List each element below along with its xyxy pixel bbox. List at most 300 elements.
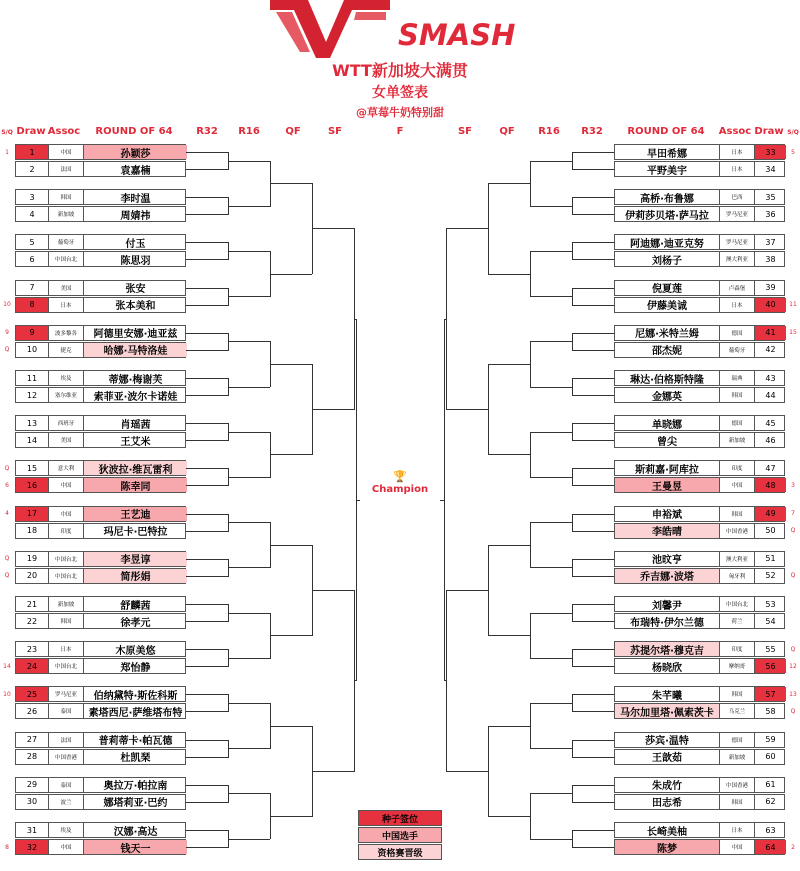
bracket-line <box>572 604 614 605</box>
sq-mark <box>0 822 14 838</box>
bracket-line <box>312 590 354 591</box>
header-sq-right: S/Q <box>787 129 799 136</box>
bracket-line <box>530 658 572 659</box>
player-row[interactable] <box>614 251 785 267</box>
sq-mark <box>0 613 14 629</box>
header-sq-left: S/Q <box>1 129 13 136</box>
bracket-line <box>228 161 270 162</box>
bracket-line <box>572 333 573 351</box>
bracket-line <box>572 395 614 396</box>
bracket-line <box>572 649 573 667</box>
bracket-line <box>572 694 614 695</box>
bracket-line <box>530 161 572 162</box>
player-row[interactable] <box>15 568 186 584</box>
legend-qualifier: 资格赛晋级 <box>358 844 442 860</box>
bracket-line <box>446 590 488 591</box>
player-row[interactable] <box>15 144 186 160</box>
player-row[interactable] <box>614 703 785 719</box>
player-row[interactable] <box>15 506 186 522</box>
bracket-line <box>572 440 614 441</box>
player-row[interactable] <box>15 686 186 702</box>
player-assoc: 美国 <box>48 281 83 295</box>
bracket-line <box>572 468 614 469</box>
bracket-line <box>530 703 572 704</box>
sq-mark: 11 <box>789 301 797 309</box>
header-sf-right: SF <box>457 126 473 137</box>
draw-number: 14 <box>26 435 38 445</box>
player-row[interactable] <box>614 506 785 522</box>
player-name: 曾尖 <box>657 436 677 448</box>
player-row[interactable] <box>614 477 785 493</box>
player-assoc: 瑞典 <box>719 371 754 385</box>
player-row[interactable] <box>15 477 186 493</box>
player-row[interactable] <box>614 280 785 296</box>
draw-number: 42 <box>754 343 786 357</box>
sq-mark <box>786 251 800 267</box>
bracket-line <box>186 197 228 198</box>
header-r32-left: R32 <box>196 126 218 137</box>
sq-mark: 6 <box>5 481 9 489</box>
bracket-line <box>572 694 573 712</box>
draw-number: 13 <box>26 418 38 428</box>
sq-mark <box>786 387 800 403</box>
bracket-line <box>572 514 573 532</box>
player-assoc: 匈牙利 <box>719 569 754 583</box>
bracket-line <box>186 514 228 515</box>
player-name: 李皓晴 <box>615 524 719 538</box>
player-row[interactable] <box>614 658 785 674</box>
sq-mark <box>0 777 14 793</box>
draw-number: 3 <box>29 192 35 202</box>
draw-number: 35 <box>754 190 786 204</box>
player-name: 平野美宇 <box>647 165 687 176</box>
player-name: 王艺迪 <box>83 507 187 521</box>
bracket-line <box>186 468 228 469</box>
draw-number: 55 <box>754 642 786 656</box>
player-row[interactable] <box>614 822 785 838</box>
player-name: 普莉蒂卡·帕瓦德 <box>83 733 187 747</box>
sq-mark: Q <box>4 346 10 354</box>
bracket-line <box>530 567 572 568</box>
bracket-line <box>186 259 228 260</box>
player-row[interactable] <box>15 641 186 657</box>
bracket-line <box>228 341 270 342</box>
player-row[interactable] <box>15 387 186 403</box>
player-row[interactable] <box>614 234 785 250</box>
player-assoc: 波兰 <box>48 795 83 809</box>
player-row[interactable] <box>15 822 186 838</box>
sq-mark: 3 <box>791 481 795 489</box>
player-row[interactable] <box>614 206 785 222</box>
bracket-line <box>228 613 270 614</box>
bracket-line <box>228 296 270 297</box>
player-assoc: 新加坡 <box>719 433 754 447</box>
player-row[interactable] <box>614 839 785 855</box>
header-r16-right: R16 <box>538 126 560 137</box>
draw-number: 58 <box>754 704 786 718</box>
bracket-line <box>186 350 228 351</box>
draw-number: 49 <box>754 507 786 521</box>
sq-mark: Q <box>4 464 10 472</box>
player-name: 徐孝元 <box>83 614 187 628</box>
player-assoc: 韩国 <box>48 614 83 628</box>
player-row[interactable] <box>614 749 785 765</box>
player-name: 池旼亨 <box>652 555 682 566</box>
sq-mark <box>786 234 800 250</box>
bracket-line <box>572 785 614 786</box>
bracket-line <box>530 251 572 252</box>
sq-mark: 15 <box>789 329 797 337</box>
bracket-line <box>572 197 573 215</box>
bracket-line <box>228 793 270 794</box>
header-final: F <box>396 126 404 137</box>
player-row[interactable] <box>614 415 785 431</box>
player-row[interactable] <box>614 551 785 567</box>
bracket-line <box>572 242 573 260</box>
bracket-line <box>530 341 572 342</box>
player-row[interactable] <box>614 387 785 403</box>
header-sf-left: SF <box>327 126 343 137</box>
draw-number: 60 <box>754 750 786 764</box>
player-row[interactable] <box>15 234 186 250</box>
player-assoc: 罗马尼亚 <box>719 207 754 221</box>
player-assoc: 中国 <box>719 840 754 854</box>
player-row[interactable] <box>614 641 785 657</box>
player-name: 布瑞特·伊尔兰德 <box>630 617 704 628</box>
player-name: 陈思羽 <box>83 252 187 266</box>
bracket-line <box>186 604 228 605</box>
sq-mark <box>0 370 14 386</box>
sq-mark <box>0 206 14 222</box>
player-row[interactable] <box>614 568 785 584</box>
player-assoc: 罗马尼亚 <box>48 687 83 701</box>
player-assoc: 中国 <box>48 478 83 492</box>
sq-mark: 1 <box>5 148 9 156</box>
player-row[interactable] <box>15 206 186 222</box>
player-name: 周婧祎 <box>83 207 187 221</box>
player-name: 素塔西尼·萨维塔布特 <box>83 704 187 718</box>
player-row[interactable] <box>15 189 186 205</box>
player-row[interactable] <box>614 794 785 810</box>
draw-number: 9 <box>16 326 48 340</box>
bracket-line <box>186 395 228 396</box>
player-row[interactable] <box>614 432 785 448</box>
player-name: 莎宾·温特 <box>645 736 689 747</box>
player-assoc: 日本 <box>48 642 83 656</box>
sq-mark: Q <box>790 645 796 653</box>
sq-mark: Q <box>4 572 10 580</box>
player-row[interactable] <box>15 658 186 674</box>
bracket-line <box>572 423 573 441</box>
player-assoc: 新加坡 <box>719 750 754 764</box>
sq-mark <box>0 280 14 296</box>
player-row[interactable] <box>15 297 186 313</box>
player-assoc: 美国 <box>48 433 83 447</box>
player-assoc: 新加坡 <box>48 207 83 221</box>
bracket-line <box>572 740 614 741</box>
bracket-line <box>270 726 312 727</box>
player-name: 娜塔莉亚·巴约 <box>83 795 187 809</box>
bracket-line <box>488 816 530 817</box>
sq-mark <box>786 206 800 222</box>
draw-number: 43 <box>754 371 786 385</box>
player-row[interactable] <box>614 370 785 386</box>
draw-number: 6 <box>29 254 35 264</box>
sq-mark: Q <box>790 707 796 715</box>
bracket-line <box>488 635 530 636</box>
bracket-line <box>186 288 228 289</box>
sq-mark: Q <box>790 527 796 535</box>
bracket-line <box>572 423 614 424</box>
sq-mark: 7 <box>791 510 795 518</box>
sq-mark <box>0 794 14 810</box>
player-name: 单晓娜 <box>652 419 682 431</box>
player-assoc: 新加坡 <box>48 597 83 611</box>
bracket-line <box>572 649 614 650</box>
player-assoc: 西班牙 <box>48 416 83 430</box>
bracket-line <box>530 432 572 433</box>
trophy-icon: 🏆 <box>393 470 407 483</box>
player-row[interactable] <box>614 161 785 177</box>
bracket-line <box>572 604 573 622</box>
credit-text: @草莓牛奶特别甜 <box>356 106 444 119</box>
player-row[interactable] <box>614 325 785 341</box>
bracket-line <box>186 802 228 803</box>
draw-number: 41 <box>754 326 786 340</box>
player-row[interactable] <box>614 686 785 702</box>
player-row[interactable] <box>614 777 785 793</box>
player-assoc: 印度 <box>719 642 754 656</box>
player-row[interactable] <box>614 144 785 160</box>
player-row[interactable] <box>15 777 186 793</box>
bracket-line <box>488 545 489 636</box>
sq-mark <box>0 234 14 250</box>
sq-mark: 5 <box>791 148 795 156</box>
bracket-line <box>530 613 572 614</box>
sq-mark <box>0 596 14 612</box>
player-row[interactable] <box>15 523 186 539</box>
bracket-line <box>186 576 228 577</box>
logo-wordmark: SMASH <box>398 18 516 52</box>
bracket-line <box>186 214 228 215</box>
player-name: 伯纳黛特·斯佐科斯 <box>83 687 187 701</box>
draw-number: 32 <box>16 840 48 854</box>
bracket-line <box>446 409 488 410</box>
player-row[interactable] <box>614 596 785 612</box>
player-row[interactable] <box>15 342 186 358</box>
bracket-line <box>228 206 270 207</box>
draw-number: 1 <box>16 145 48 159</box>
bracket-line <box>530 522 531 568</box>
bracket-line <box>572 152 573 170</box>
bracket-line <box>186 440 228 441</box>
bracket-line <box>530 432 531 478</box>
sq-mark <box>786 161 800 177</box>
player-row[interactable] <box>15 415 186 431</box>
sq-mark: 12 <box>789 662 797 670</box>
player-assoc: 乌克兰 <box>719 704 754 718</box>
page-title: WTT新加坡大满贯 <box>332 61 468 80</box>
draw-number: 38 <box>754 252 786 266</box>
player-name: 伊莉莎贝塔·萨马拉 <box>625 210 709 222</box>
player-row[interactable] <box>15 703 186 719</box>
player-name: 早田希娜 <box>647 148 687 159</box>
player-assoc: 中国香港 <box>719 524 754 538</box>
bracket-line <box>530 477 572 478</box>
sq-mark <box>786 794 800 810</box>
bracket-line <box>446 590 447 772</box>
draw-number: 23 <box>26 644 38 654</box>
bracket-line <box>572 485 614 486</box>
bracket-line <box>186 785 228 786</box>
player-row[interactable] <box>614 342 785 358</box>
bracket-line <box>488 545 530 546</box>
draw-number: 63 <box>754 823 786 837</box>
player-name: 高桥·布鲁娜 <box>640 193 694 205</box>
bracket-line <box>572 468 573 486</box>
sq-mark <box>786 732 800 748</box>
header-qf-left: QF <box>285 126 301 137</box>
sq-mark <box>0 749 14 765</box>
player-row[interactable] <box>15 551 186 567</box>
player-name: 张安 <box>83 281 187 295</box>
bracket-line <box>228 748 270 749</box>
bracket-line <box>572 757 614 758</box>
player-assoc: 中国 <box>48 840 83 854</box>
player-row[interactable] <box>15 732 186 748</box>
draw-number: 15 <box>26 463 38 473</box>
draw-number: 17 <box>16 507 48 521</box>
champion-label: Champion <box>371 484 429 495</box>
draw-number: 24 <box>16 659 48 673</box>
player-assoc: 中国 <box>719 478 754 492</box>
player-name: 玛尼卡·巴特拉 <box>83 524 187 538</box>
player-name: 斯莉嘉·阿库拉 <box>635 464 699 476</box>
player-name: 王歆茹 <box>652 753 682 764</box>
player-row[interactable] <box>614 523 785 539</box>
bracket-line <box>572 531 614 532</box>
player-assoc: 中国台北 <box>48 569 83 583</box>
player-row[interactable] <box>614 460 785 476</box>
header-r64-right: ROUND OF 64 <box>627 126 705 137</box>
bracket-line <box>572 785 573 803</box>
sq-mark <box>786 370 800 386</box>
player-row[interactable] <box>614 613 785 629</box>
bracket-line <box>186 757 228 758</box>
draw-number: 26 <box>26 706 38 716</box>
bracket-line <box>488 274 530 275</box>
draw-number: 31 <box>26 825 38 835</box>
player-name: 李昱谆 <box>83 552 187 566</box>
bracket-line <box>572 740 573 758</box>
bracket-line <box>530 161 531 207</box>
player-row[interactable] <box>15 613 186 629</box>
bracket-line <box>572 847 614 848</box>
bracket-line <box>530 703 531 749</box>
player-assoc: 德国 <box>719 326 754 340</box>
sq-mark <box>786 432 800 448</box>
sq-mark: 9 <box>5 329 9 337</box>
bracket-line <box>186 649 228 650</box>
player-row[interactable] <box>614 297 785 313</box>
player-row[interactable] <box>15 839 186 855</box>
bracket-line <box>572 514 614 515</box>
draw-number: 46 <box>754 433 786 447</box>
bracket-line <box>530 522 572 523</box>
bracket-line <box>228 658 270 659</box>
draw-number: 51 <box>754 552 786 566</box>
bracket-line <box>270 454 312 455</box>
sq-mark <box>786 342 800 358</box>
player-name: 杜凯琹 <box>83 750 187 764</box>
player-row[interactable] <box>614 732 785 748</box>
player-row[interactable] <box>15 251 186 267</box>
draw-number: 22 <box>26 616 38 626</box>
player-row[interactable] <box>15 794 186 810</box>
sq-mark <box>786 189 800 205</box>
player-assoc: 中国台北 <box>48 252 83 266</box>
bracket-line <box>228 522 270 523</box>
player-assoc: 葡萄牙 <box>48 235 83 249</box>
player-row[interactable] <box>15 161 186 177</box>
player-row[interactable] <box>15 596 186 612</box>
bracket-line <box>186 830 228 831</box>
bracket-line <box>270 635 312 636</box>
bracket-line <box>488 726 489 817</box>
player-row[interactable] <box>614 189 785 205</box>
draw-number: 40 <box>754 298 786 312</box>
player-row[interactable] <box>15 280 186 296</box>
player-name: 舒麟茜 <box>83 597 187 611</box>
bracket-line <box>572 214 614 215</box>
bracket-line <box>356 500 360 501</box>
draw-number: 45 <box>754 416 786 430</box>
player-name: 倪夏莲 <box>652 284 682 295</box>
player-assoc: 巴西 <box>719 190 754 204</box>
bracket-line <box>186 423 228 424</box>
bracket-line <box>530 613 531 659</box>
draw-number: 18 <box>26 526 38 536</box>
header-r64-left: ROUND OF 64 <box>95 126 173 137</box>
bracket-line <box>186 711 228 712</box>
player-name: 汉娜·高达 <box>83 823 187 837</box>
player-row[interactable] <box>15 325 186 341</box>
bracket-line <box>572 830 573 848</box>
bracket-line <box>572 169 614 170</box>
sq-mark <box>0 251 14 267</box>
player-row[interactable] <box>15 460 186 476</box>
header-r16-left: R16 <box>238 126 260 137</box>
bracket-line <box>186 559 228 560</box>
player-row[interactable] <box>15 370 186 386</box>
sq-mark <box>0 189 14 205</box>
player-assoc: 韩国 <box>719 507 754 521</box>
bracket-line <box>186 242 228 243</box>
bracket-line <box>270 545 312 546</box>
bracket-line <box>270 183 312 184</box>
player-row[interactable] <box>15 749 186 765</box>
header-r32-right: R32 <box>581 126 603 137</box>
player-assoc: 埃及 <box>48 371 83 385</box>
player-row[interactable] <box>15 432 186 448</box>
player-assoc: 法国 <box>48 733 83 747</box>
draw-number: 19 <box>26 554 38 564</box>
draw-number: 5 <box>29 237 35 247</box>
player-assoc: 日本 <box>719 145 754 159</box>
sq-mark <box>786 551 800 567</box>
player-assoc: 中国台北 <box>719 597 754 611</box>
player-assoc: 中国台北 <box>48 659 83 673</box>
